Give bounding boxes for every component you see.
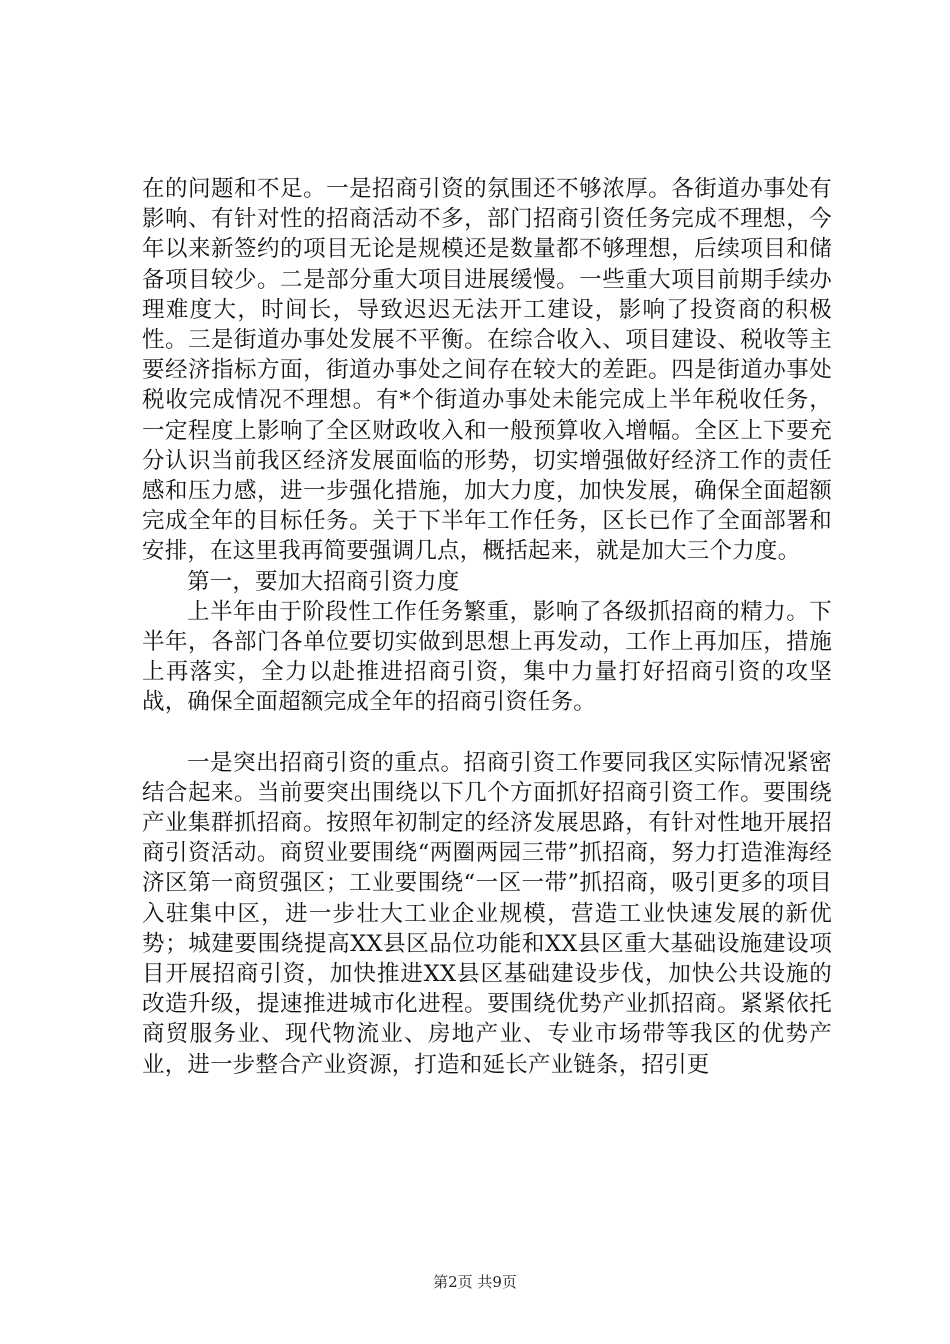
paragraph-point-one: 一是突出招商引资的重点。招商引资工作要同我区实际情况紧密结合起来。当前要突出围绕以下几个方面抓好招商引资工作。要围绕产业集群抓招商。按照年初制定的经济发展思路，有针对性地开展招商引资活动。商贸业要围绕“两圈两园三带”抓招商，努力打造淮海经济区第一商贸强区；工业要围绕“一区一带”抓招商，吸引更多的项目入驻集中区，进一步壮大工业企业规模，营造工业快速发展的新优势；城建要围绕提高XX县区品位功能和XX县区重大基础设施建设项目开展招商引资，加快推进XX县区基础建设步伐，加快公共设施的改造升级，提速推进城市化进程。要围绕优势产业抓招商。紧紧依托商贸服务业、现代物流业、房地产业、专业市场带等我区的优势产业，进一步整合产业资源，打造和延长产业链条，招引更 [142, 749, 832, 1078]
paragraph-intro: 上半年由于阶段性工作任务繁重，影响了各级抓招商的精力。下半年，各部门各单位要切实做到思想上再发动，工作上再加压，措施上再落实，全力以赴推进招商引资，集中力量打好招商引资的攻坚战，确保全面超额完成全年的招商引资任务。 [142, 598, 832, 716]
section-heading: 第一，要加大招商引资力度 [187, 568, 460, 595]
paragraph-continuation: 在的问题和不足。一是招商引资的氛围还不够浓厚。各街道办事处有影响、有针对性的招商活动不多，部门招商引资任务完成不理想，今年以来新签约的项目无论是规模还是数量都不够理想，后续项目和储备项目较少。二是部分重大项目进展缓慢。一些重大项目前期手续办理难度大，时间长，导致迟迟无法开工建设，影响了投资商的积极性。三是街道办事处发展不平衡。在综合收入、项目建设、税收等主要经济指标方面，街道办事处之间存在较大的差距。四是街道办事处税收完成情况不理想。有*个街道办事处未能完成上半年税收任务，一定程度上影响了全区财政收入和一般预算收入增幅。全区上下要充分认识当前我区经济发展面临的形势，切实增强做好经济工作的责任感和压力感，进一步强化措施，加大力度，加快发展，确保全面超额完成全年的目标任务。关于下半年工作任务，区长已作了全面部署和安排，在这里我再简要强调几点，概括起来，就是加大三个力度。 [142, 176, 832, 565]
page-footer: 第2页 共9页 [433, 1273, 517, 1291]
document-body [142, 174, 832, 1080]
paragraph-gap [142, 718, 832, 748]
